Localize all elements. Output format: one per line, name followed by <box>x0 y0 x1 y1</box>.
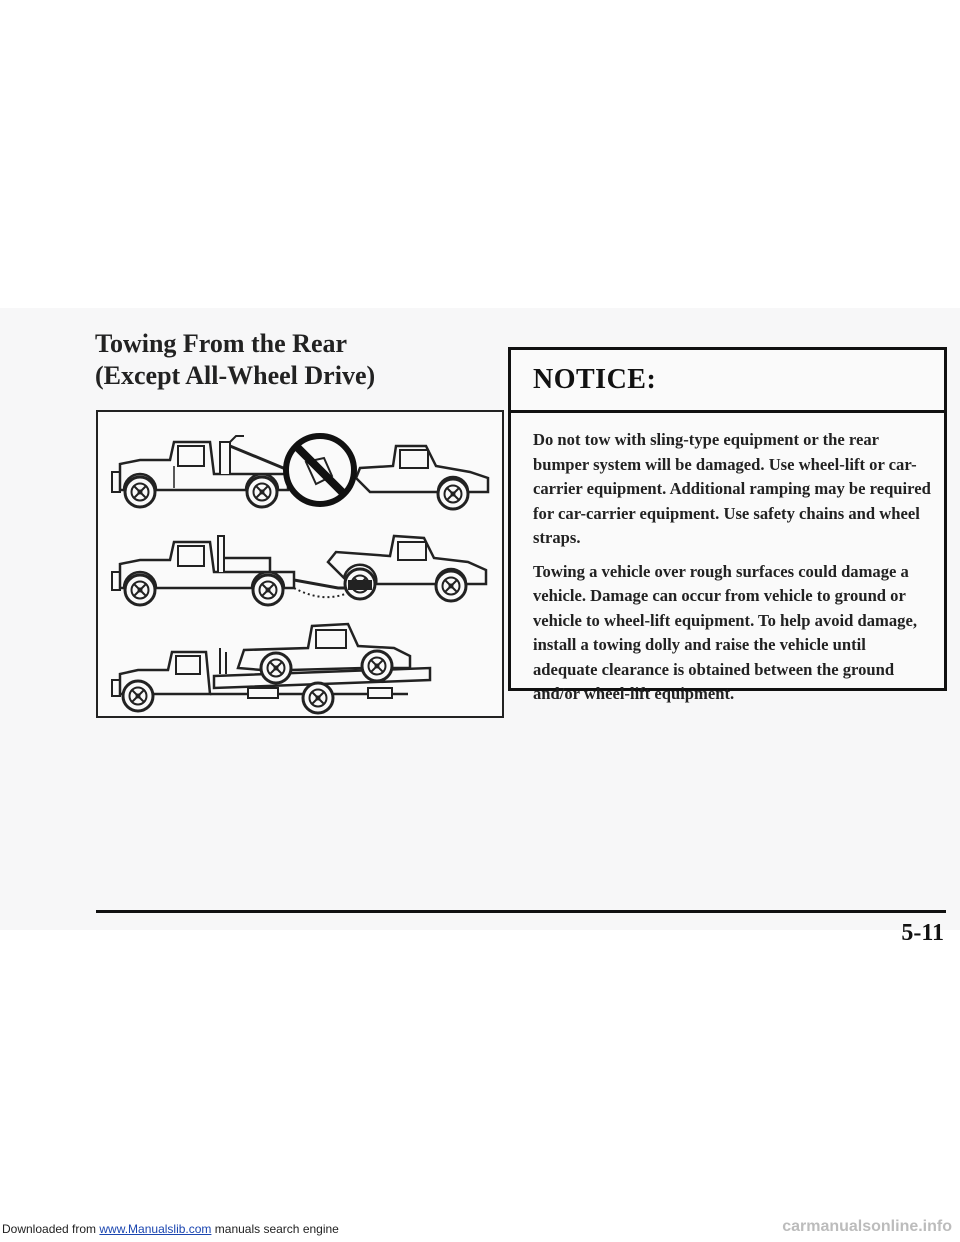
download-suffix: manuals search engine <box>211 1222 339 1236</box>
notice-paragraph: Towing a vehicle over rough surfaces could damage a vehicle. Damage can occur from vehicle to ground or vehicle to wheel-lift equipment. To help avoid damage, install a towing dolly and raise the vehicle until adequate clearance is obtained between the ground and/or wheel-lift equipment. <box>533 561 917 703</box>
prohibited-sign-icon <box>286 436 354 504</box>
towed-pickup-sling <box>356 446 488 509</box>
towed-pickup-wheel-lift <box>328 536 486 601</box>
towing-illustration <box>96 410 504 718</box>
manualslib-link[interactable]: www.Manualslib.com <box>99 1222 212 1236</box>
notice-box <box>508 347 947 703</box>
page-number: 5-11 <box>901 920 944 946</box>
watermark: carmanualsonline.info <box>782 1218 952 1235</box>
notice-paragraph: Do not tow with sling-type equipment or the rear bumper system will be damaged. Use wheel-lift or car-carrier equipment. Additional ramping may be required for car-carrier equipment. Use safety chains and wheel straps. <box>533 430 931 547</box>
notice-heading: NOTICE: <box>511 350 944 413</box>
section-title-line1: Towing From the Rear <box>95 329 348 358</box>
sling-tow-truck-icon <box>112 436 288 507</box>
notice-body <box>511 413 944 707</box>
section-title-line2: (Except All-Wheel Drive) <box>95 361 376 390</box>
footer-rule <box>96 910 946 913</box>
download-prefix: Downloaded from <box>2 1222 100 1236</box>
download-source-bar <box>2 1222 339 1236</box>
wheel-lift-tow-truck-icon <box>112 536 356 605</box>
section-title <box>95 328 515 392</box>
